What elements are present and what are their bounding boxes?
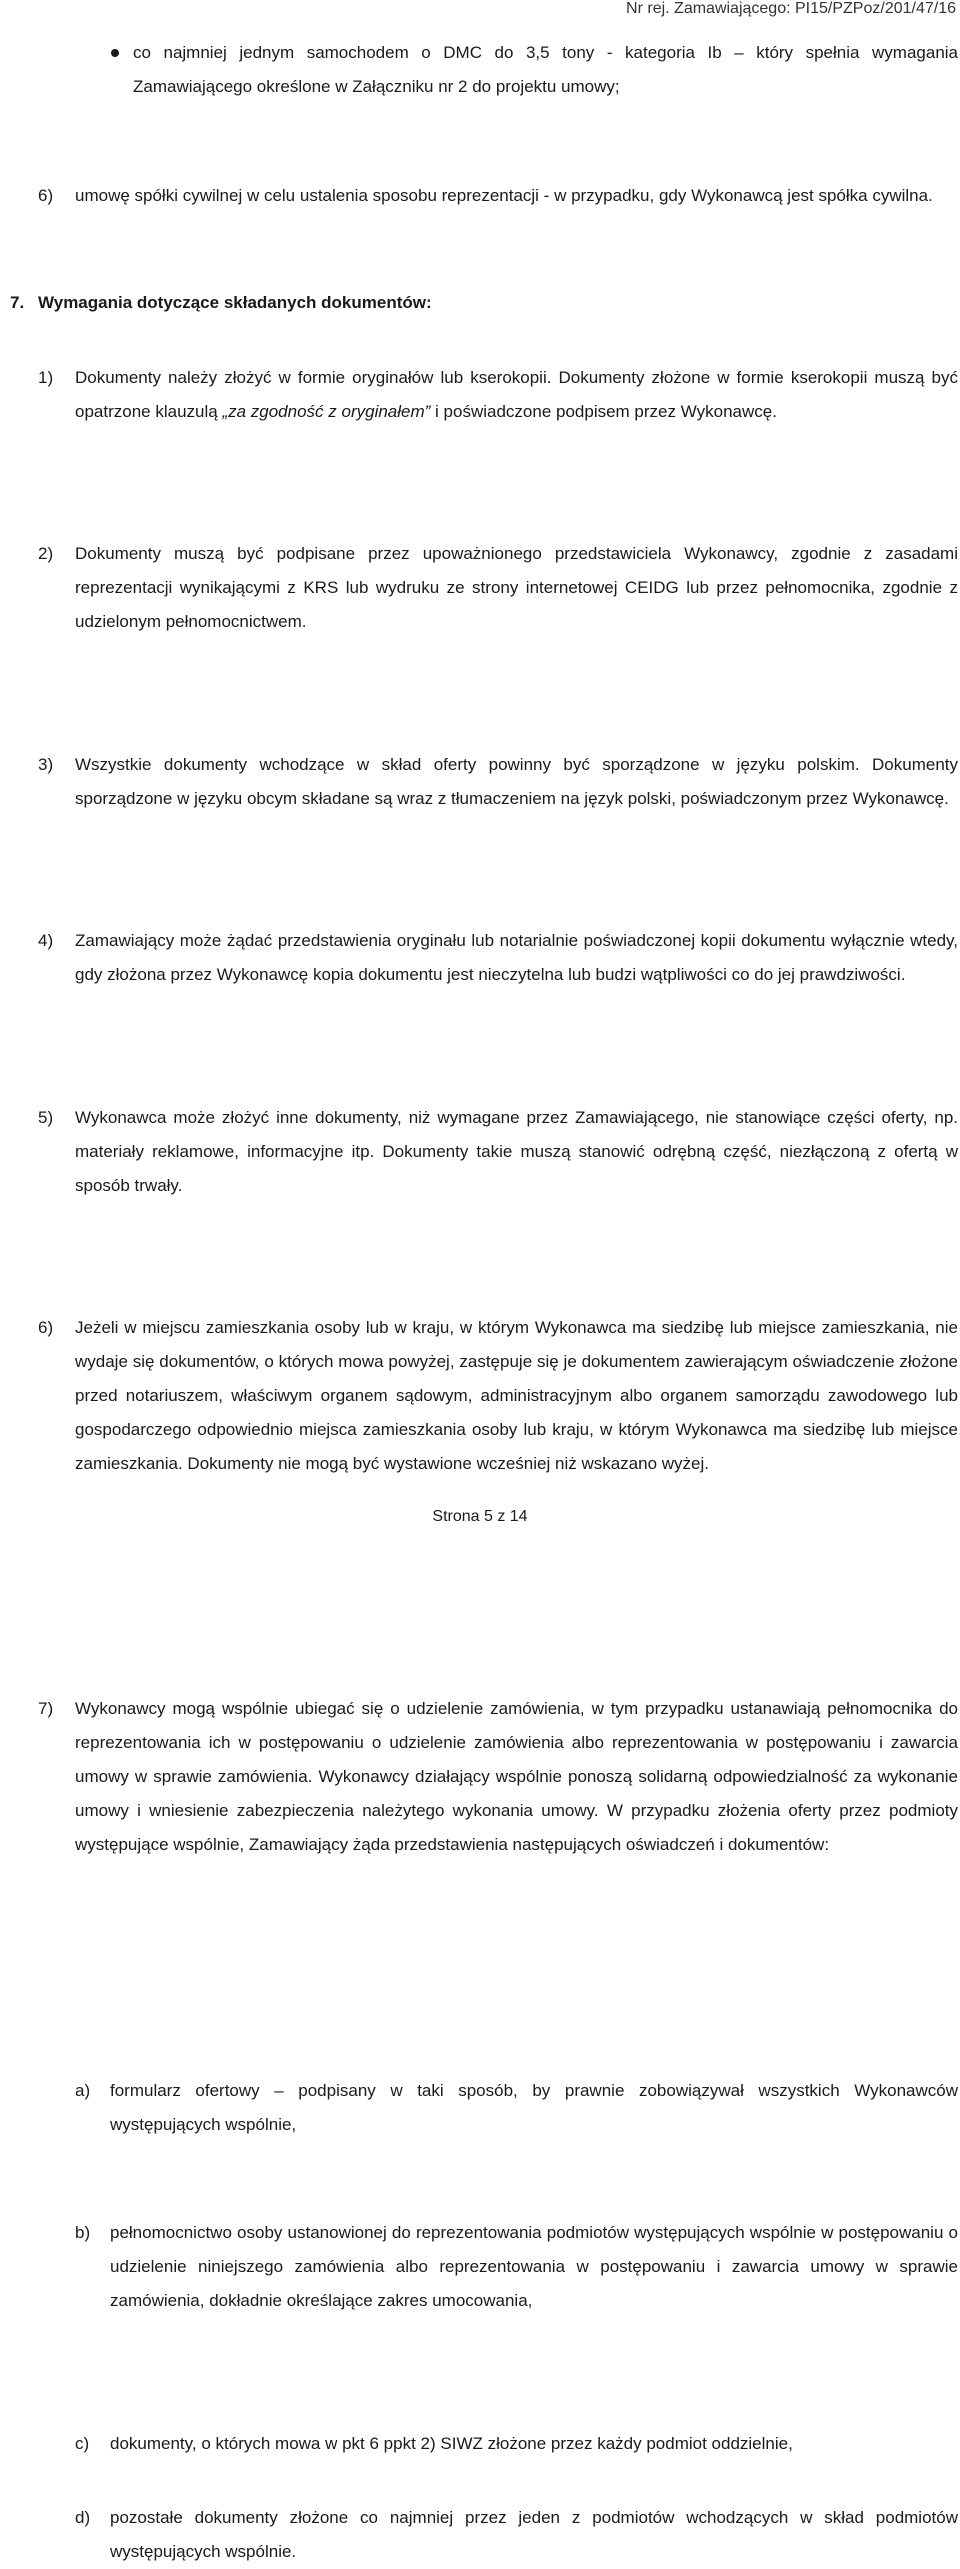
- bullet-text: co najmniej jednym samochodem o DMC do 3,5 tony - kategoria Ib – który spełnia wymagania Zamawiającego określone w Załączniku nr 2 do projektu umowy;: [133, 43, 958, 96]
- item-number: 3): [38, 755, 54, 774]
- item-number: 2): [38, 544, 54, 563]
- sub-item-letter: a): [75, 2081, 91, 2100]
- item-number: 7): [38, 1699, 54, 1718]
- item-number: 4): [38, 931, 54, 950]
- bullet-icon: [111, 49, 119, 57]
- sub-item-text: dokumenty, o których mowa w pkt 6 ppkt 2) SIWZ złożone przez każdy podmiot oddzielnie,: [110, 2434, 793, 2453]
- registration-number: Nr rej. Zamawiającego: PI15/PZPoz/201/47/16: [626, 0, 956, 17]
- sub-item-letter: d): [75, 2508, 91, 2527]
- clause-quote: „za zgodność z oryginałem”: [222, 402, 431, 421]
- sub-item-text: pozostałe dokumenty złożone co najmniej przez jeden z podmiotów wchodzących w skład podmiotów występujących wspólnie.: [110, 2508, 958, 2561]
- item-number: 1): [38, 368, 54, 387]
- section-heading: [0, 286, 960, 320]
- item-text-post: i poświadczone podpisem przez Wykonawcę.: [430, 402, 777, 421]
- item-text: umowę spółki cywilnej w celu ustalenia sposobu reprezentacji - w przypadku, gdy Wykonawcą jest spółka cywilna.: [75, 186, 933, 205]
- list-item: [0, 1692, 960, 1862]
- sub-list-item: [0, 2216, 960, 2318]
- list-item: [0, 361, 960, 429]
- list-item: [0, 748, 960, 816]
- sub-item-text: pełnomocnictwo osoby ustanowionej do reprezentowania podmiotów występujących wspólnie w postępowaniu o udzielenie niniejszego zamówienia albo reprezentowania w postępowaniu i zawarcia umowy w sprawie zamówienia, dokładnie określające zakres umocowania,: [110, 2223, 958, 2310]
- list-item-6-prev: [0, 179, 960, 213]
- item-text: Jeżeli w miejscu zamieszkania osoby lub w kraju, w którym Wykonawca ma siedzibę lub miejsce zamieszkania, nie wydaje się dokumentów, o których mowa powyżej, zastępuje się je dokumentem zawierającym oświadczenie złożone przed notariuszem, właściwym organem sądowym, administracyjnym albo organem samorządu zawodowego lub gospodarczego odpowiednio miejsca zamieszkania osoby lub kraju, w którym Wykonawca ma siedzibę lub miejsce zamieszkania. Dokumenty nie mogą być wystawione wcześniej niż wskazano wyżej.: [75, 1318, 958, 1473]
- sub-list-item: [0, 2427, 960, 2461]
- sub-item-letter: c): [75, 2434, 90, 2453]
- bullet-item: [0, 36, 960, 104]
- item-number: 6): [38, 186, 54, 205]
- sub-item-text: formularz ofertowy – podpisany w taki sposób, by prawnie zobowiązywał wszystkich Wykonawców występujących wspólnie,: [110, 2081, 958, 2134]
- sub-item-letter: b): [75, 2223, 91, 2242]
- page-number: Strona 5 z 14: [432, 1508, 528, 1525]
- item-text: Wykonawca może złożyć inne dokumenty, niż wymagane przez Zamawiającego, nie stanowiące części oferty, np. materiały reklamowe, informacyjne itp. Dokumenty takie muszą stanowić odrębną część, niezłączoną z ofertą w sposób trwały.: [75, 1108, 958, 1195]
- item-text: Wszystkie dokumenty wchodzące w skład oferty powinny być sporządzone w języku polskim. Dokumenty sporządzone w języku obcym składane są wraz z tłumaczeniem na język polski, poświadczonym przez Wykonawcę.: [75, 755, 958, 808]
- section-number: 7.: [10, 293, 25, 312]
- sub-list-item: [0, 2501, 960, 2569]
- item-number: 5): [38, 1108, 54, 1127]
- list-item: [0, 924, 960, 992]
- item-number: 6): [38, 1318, 54, 1337]
- item-text: [75, 361, 958, 429]
- item-text-pre: Dokumenty należy złożyć w formie oryginałów lub kserokopii. Dokumenty złożone w formie kserokopii muszą być opatrzone klauzulą: [75, 368, 958, 421]
- item-text: Zamawiający może żądać przedstawienia oryginału lub notarialnie poświadczonej kopii dokumentu wyłącznie wtedy, gdy złożona przez Wykonawcę kopia dokumentu jest nieczytelna lub budzi wątpliwości co do jej prawdziwości.: [75, 931, 958, 984]
- item-text: Wykonawcy mogą wspólnie ubiegać się o udzielenie zamówienia, w tym przypadku ustanawiają pełnomocnika do reprezentowania ich w postępowaniu o udzielenie zamówienia albo reprezentowania w postępowaniu i zawarcia umowy w sprawie zamówienia. Wykonawcy działający wspólnie ponoszą solidarną odpowiedzialność za wykonanie umowy i wniesienie zabezpieczenia należytego wykonania umowy. W przypadku złożenia oferty przez podmioty występujące wspólnie, Zamawiający żąda przedstawienia następujących oświadczeń i dokumentów:: [75, 1699, 958, 1854]
- item-text: Dokumenty muszą być podpisane przez upoważnionego przedstawiciela Wykonawcy, zgodnie z zasadami reprezentacji wynikającymi z KRS lub wydruku ze strony internetowej CEIDG lub przez pełnomocnika, zgodnie z udzielonym pełnomocnictwem.: [75, 544, 958, 631]
- sub-list-item: [0, 2074, 960, 2142]
- section-title: Wymagania dotyczące składanych dokumentów:: [38, 293, 432, 312]
- list-item: [0, 1311, 960, 1481]
- list-item: [0, 1101, 960, 1203]
- list-item: [0, 537, 960, 639]
